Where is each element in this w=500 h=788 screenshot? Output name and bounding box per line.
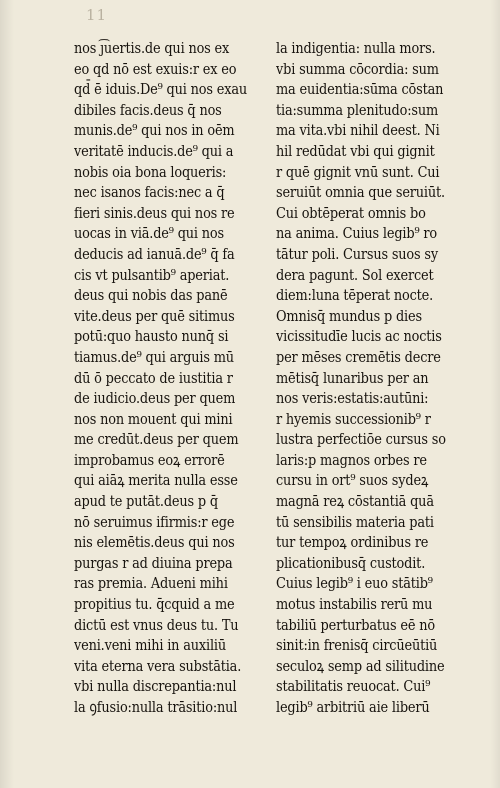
text-line: magnā reꝝ cōstantiā quā [276,492,434,511]
text-line: dera pagunt. Sol exercet [276,265,434,284]
text-line: dū ō peccato de iustitia r [74,368,233,387]
text-line: eo qd nō est exuis:r ex eo [74,59,237,78]
text-line: vbi summa cōcordia: sum [276,59,439,78]
text-line: stabilitatis reuocat. Cui⁹ [276,677,431,696]
text-line: la indigentia: nulla mors. [276,39,436,57]
text-line: vicissitudīe lucis ac noctis [276,327,442,346]
text-line: lustra perfectiōe cursus so [276,430,446,449]
text-line: ma euidentia:sūma cōstan [276,80,444,99]
text-line: r quē gignit vnū sunt. Cui [276,162,440,181]
text-line: vbi nulla discrepantia:nul [74,677,237,696]
right-column [276,38,476,718]
left-column [74,38,270,718]
text-line: diem:luna tēperat nocte. [276,286,434,305]
text-line: nobis oia bona loqueris: [74,162,227,181]
text-line: nos non mouent qui mini [74,409,233,428]
text-line: uocas in viā.de⁹ qui nos [74,224,224,243]
text-line: Cuius legib⁹ i euo stātib⁹ [276,574,433,593]
text-line: tātur poli. Cursus suos sy [276,244,438,263]
text-line: potū:quo hausto nunq̄ si [74,327,229,346]
text-line: improbamus eoꝝ errorē [74,450,225,469]
gutter-shadow [0,0,14,788]
text-line: qui aiāꝝ merita nulla esse [74,471,238,490]
text-line: nis elemētis.deus qui nos [74,533,235,552]
text-line: plicationibusq̄ custodit. [276,553,426,572]
text-line: cis vt pulsantib⁹ aperiat. [74,265,230,284]
text-line: tiamus.de⁹ qui arguis mū [74,347,234,366]
text-line: motus instabilis rerū mu [276,595,433,614]
text-line: cursu in ort⁹ suos sydeꝝ [276,471,429,490]
text-line: nos ȷ͡uertis.de qui nos ex [74,39,230,57]
text-line: la ꝯfusio:nulla trāsitio:nul [74,698,238,716]
text-line: nec isanos facis:nec a q̄ [74,183,225,202]
text-line: apud te putāt.deus p q̄ [74,492,219,511]
text-line: deus qui nobis das panē [74,286,228,305]
text-line: purgas r ad diuina prepa [74,553,233,572]
text-line: tabiliū perturbatus eē nō [276,615,435,634]
text-line: nō seruimus ifirmis:r ege [74,512,235,531]
text-line: tur tempoꝝ ordinibus re [276,533,429,552]
text-line: ras premia. Adueni mihi [74,574,228,593]
text-line: propitius tu. q̄cquid a me [74,595,235,614]
folio-number: 11 [86,6,108,24]
text-line: legib⁹ arbitriū aie liberū [276,698,430,716]
text-line: vite.deus per quē sitimus [74,306,235,325]
text-line: me credūt.deus per quem [74,430,239,449]
text-line: seculoꝝ semp ad silitudine [276,656,445,675]
text-line: Cui obtēperat omnis bo [276,203,426,222]
text-line: tū sensibilis materia pati [276,512,434,531]
text-line: veritatē inducis.de⁹ qui a [74,141,234,160]
text-line: na anima. Cuius legib⁹ ro [276,224,437,243]
text-line: laris:p magnos orbes re [276,450,427,469]
text-line: r hyemis successionib⁹ r [276,409,431,428]
text-line: seruiūt omnia que seruiūt. [276,183,445,202]
text-line: deducis ad ianuā.de⁹ q̄ fa [74,244,235,263]
text-line: qd̄ ē iduis.De⁹ qui nos exau [74,80,247,99]
text-line: veni.veni mihi in auxiliū [74,636,227,655]
edge-shadow [490,0,500,788]
text-line: tia:summa plenitudo:sum [276,100,439,119]
text-line: mētisq̄ lunaribus per an [276,368,429,387]
text-line: dibiles facis.deus q̄ nos [74,100,222,119]
text-line: sinit:in frenisq̄ circūeūtiū [276,636,438,655]
text-line: de iudicio.deus per quem [74,389,236,408]
text-line: ma vita.vbi nihil deest. Ni [276,121,440,140]
text-line: munis.de⁹ qui nos in oēm [74,121,235,140]
text-line: nos veris:estatis:autūni: [276,389,429,408]
text-line: Omnisq̄ mundus p dies [276,306,422,325]
text-line: hil redūdat vbi qui gignit [276,141,435,160]
text-line: fieri sinis.deus qui nos re [74,203,235,222]
text-line: per mēses cremētis decre [276,347,441,366]
text-line: dictū est vnus deus tu. Tu [74,615,239,634]
text-line: vita eterna vera substātia. [74,656,242,675]
